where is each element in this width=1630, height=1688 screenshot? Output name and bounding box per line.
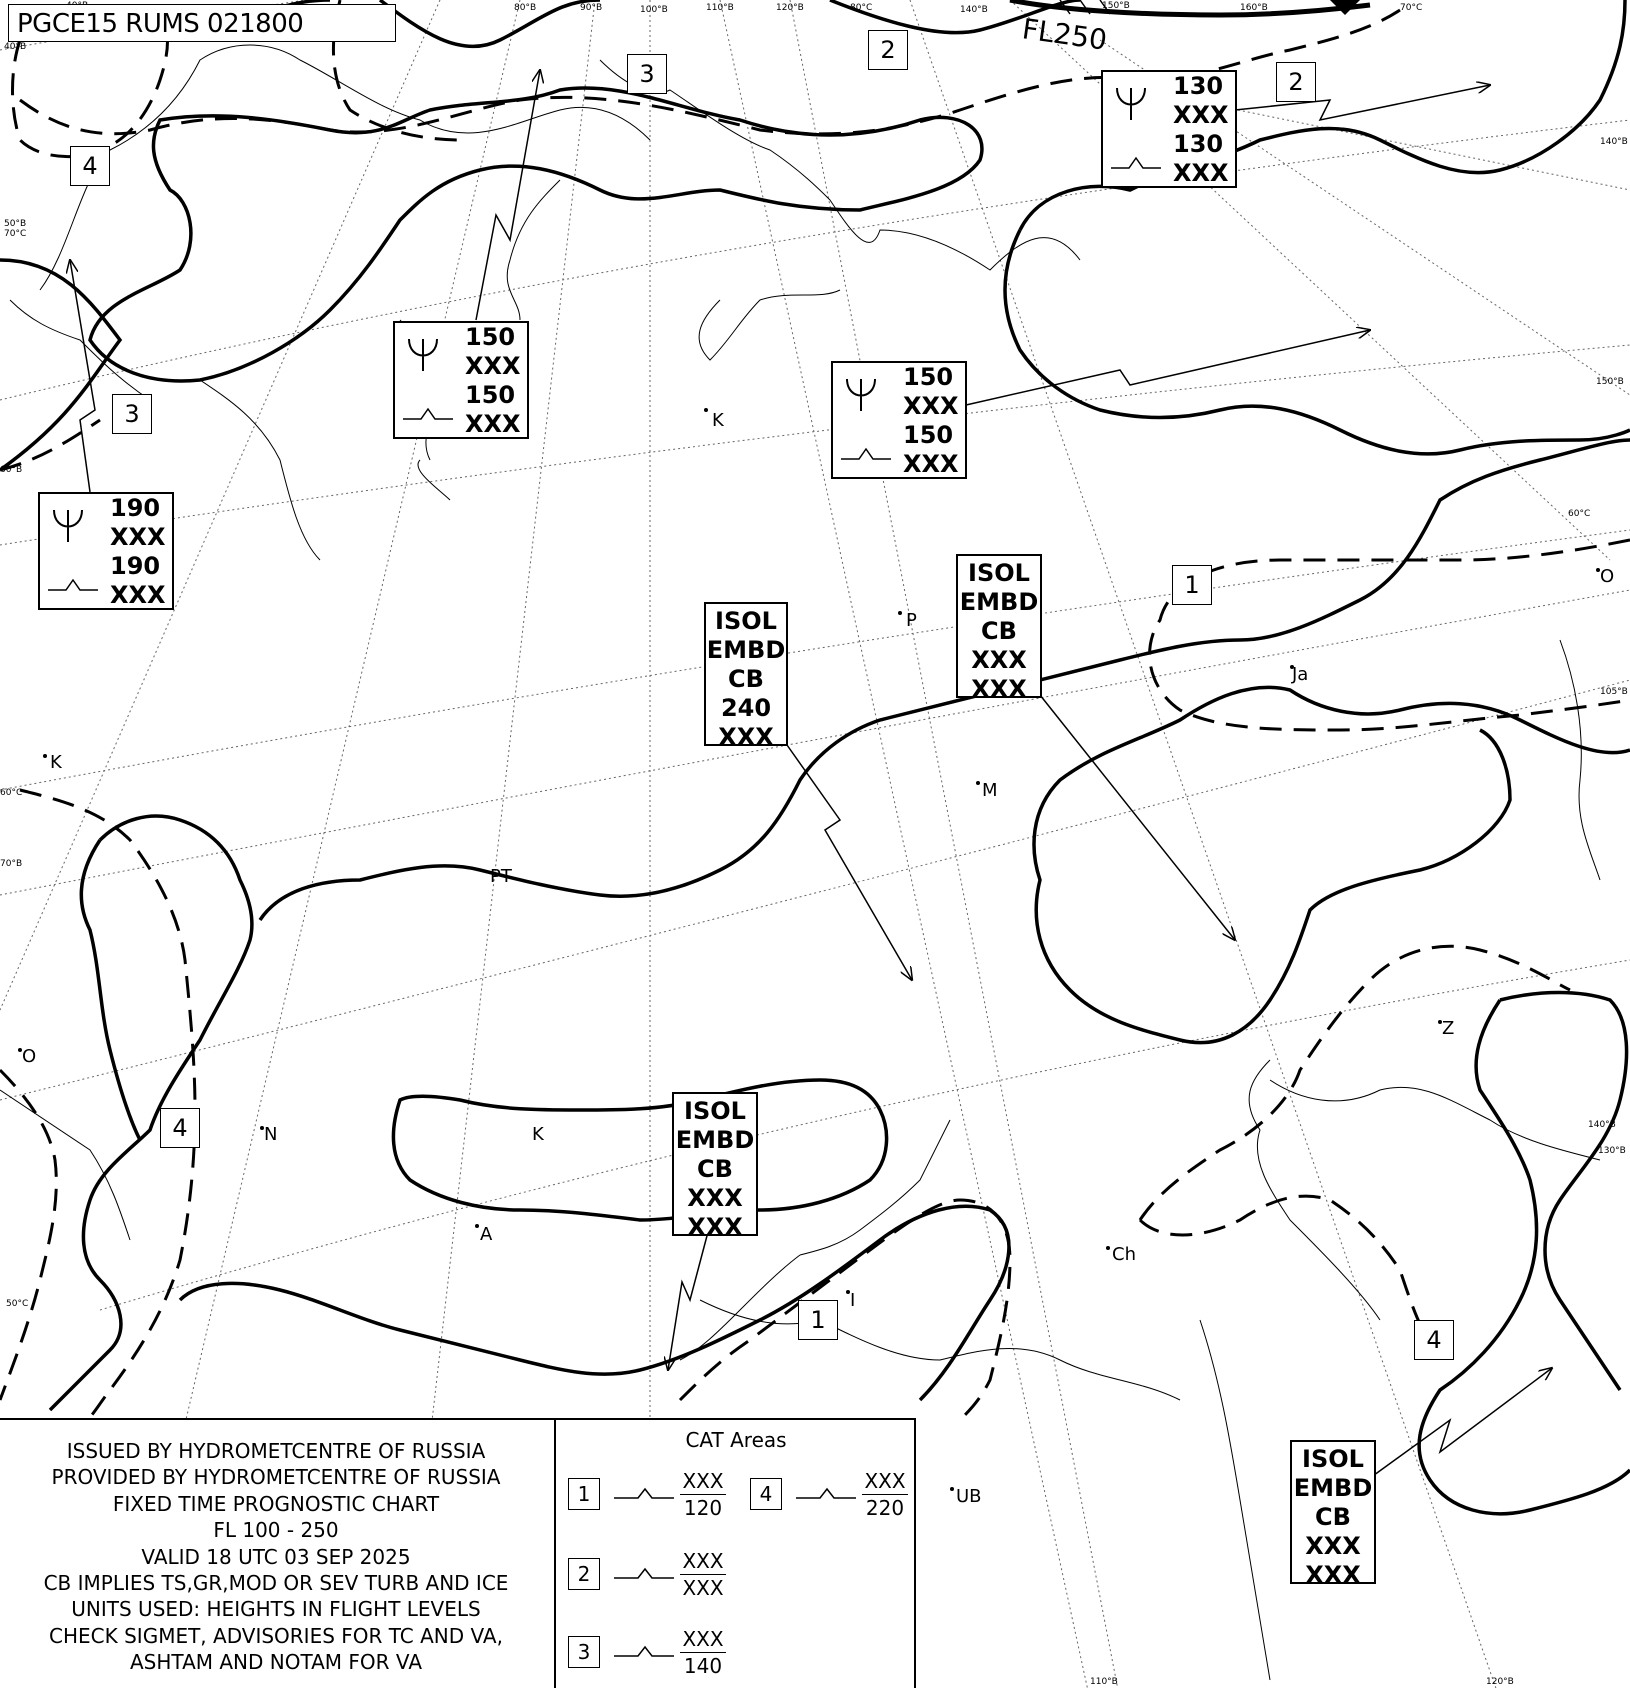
arrow-leader-cb-se — [1370, 1368, 1552, 1478]
cat-legend-id: 4 — [750, 1478, 782, 1510]
lat-lon-label: 140°B — [1600, 137, 1628, 147]
cb-line: XXX — [718, 723, 774, 751]
lat-lon-label: 80°C — [850, 3, 873, 13]
lat-lon-label: 60°C — [1568, 509, 1591, 519]
cat-area-marker: 4 — [1414, 1320, 1454, 1360]
cat-legend-base: XXX — [682, 1576, 724, 1600]
cb-label-box — [1290, 1440, 1376, 1589]
cat-legend-id: 3 — [568, 1636, 600, 1668]
icing-turbulence-box — [38, 492, 174, 610]
lat-lon-label: 80°B — [514, 3, 537, 13]
lat-lon-label: 110°B — [1090, 1677, 1118, 1687]
lat-lon-label: 140°B — [960, 5, 988, 15]
icing-icon — [403, 333, 443, 373]
cb-area-mid — [393, 1080, 886, 1220]
cb-line: CB — [981, 617, 1017, 645]
cb-line: CB — [728, 665, 764, 693]
turbulence-top: 130 — [1173, 130, 1224, 158]
lat-lon-label: 105°B — [1600, 687, 1628, 697]
lat-lon-label: 120°B — [776, 3, 804, 13]
cat-area-4-west-2 — [0, 1070, 56, 1400]
cb-line: XXX — [971, 646, 1027, 674]
cb-line: XXX — [687, 1184, 743, 1212]
cb-line: EMBD — [706, 636, 786, 664]
cat-legend-levels — [680, 1468, 726, 1521]
lat-lon-label: 50°B — [4, 219, 27, 229]
cat-area-marker: 2 — [868, 30, 908, 70]
issue-line: FIXED TIME PROGNOSTIC CHART — [112, 1491, 440, 1516]
icing-top: 190 — [110, 494, 161, 522]
cat-area-marker: 2 — [1276, 62, 1316, 102]
turbulence-icon — [48, 574, 98, 594]
lat-lon-label: 160°B — [1240, 3, 1268, 13]
place-label-n: N — [264, 1124, 278, 1145]
turbulence-icon — [841, 443, 891, 463]
lat-lon-label: 150°B — [1596, 377, 1624, 387]
lat-lon-label: 60°C — [0, 788, 23, 798]
place-label-k2: K — [50, 752, 62, 773]
icing-turbulence-box — [393, 321, 529, 439]
cb-line: ISOL — [968, 559, 1030, 587]
cat-legend-top: XXX — [680, 1468, 726, 1495]
cat-legend-item — [568, 1626, 738, 1680]
lat-lon-label: 40°B — [4, 42, 27, 52]
cb-area-north — [90, 88, 982, 381]
issue-line: FL 100 - 250 — [213, 1518, 339, 1543]
place-label-pt: PT — [490, 866, 512, 887]
issue-info — [0, 1438, 552, 1676]
place-label-ub: UB — [956, 1486, 982, 1507]
cb-area-se — [1419, 993, 1630, 1514]
arrow-leader-150-right — [966, 330, 1370, 405]
cat-area-marker: 4 — [70, 146, 110, 186]
cb-line: ISOL — [715, 607, 777, 635]
cb-label-box — [672, 1092, 758, 1241]
lat-lon-label: 120°B — [1486, 1677, 1514, 1687]
cb-line: XXX — [971, 675, 1027, 703]
cat-area-1-east — [1150, 540, 1630, 730]
place-label-o1: O — [1600, 566, 1615, 587]
icing-turbulence-box — [831, 361, 967, 479]
place-label-m: M — [982, 780, 998, 801]
icing-icon — [841, 373, 881, 413]
icing-top: 150 — [465, 323, 516, 351]
turbulence-base: XXX — [1173, 159, 1229, 187]
cat-areas-legend — [554, 1420, 916, 1688]
place-label-o2: O — [22, 1046, 37, 1067]
cb-line: CB — [1315, 1503, 1351, 1531]
issue-line: VALID 18 UTC 03 SEP 2025 — [141, 1544, 411, 1569]
issue-line: CB IMPLIES TS,GR,MOD OR SEV TURB AND ICE — [43, 1571, 509, 1596]
icing-base: XXX — [1173, 101, 1229, 129]
cat-legend-base: 220 — [865, 1496, 905, 1520]
turbulence-icon — [403, 403, 453, 423]
place-label-z: Z — [1442, 1018, 1455, 1039]
cat-legend-title: CAT Areas — [685, 1428, 787, 1452]
cb-line: XXX — [1305, 1532, 1361, 1560]
cat-legend-item — [568, 1548, 738, 1602]
icing-icon — [1111, 82, 1151, 122]
turbulence-icon — [796, 1484, 856, 1504]
cb-line: ISOL — [1302, 1445, 1364, 1473]
turbulence-icon — [614, 1484, 674, 1504]
turbulence-base: XXX — [110, 581, 166, 609]
cat-area-marker: 1 — [798, 1300, 838, 1340]
turbulence-base: XXX — [465, 410, 521, 438]
cb-line: 240 — [720, 694, 772, 722]
arrow-leader-ne — [1235, 85, 1490, 120]
issue-line: PROVIDED BY HYDROMETCENTRE OF RUSSIA — [51, 1465, 501, 1490]
issue-line: UNITS USED: HEIGHTS IN FLIGHT LEVELS — [71, 1597, 481, 1622]
cat-area-marker: 4 — [160, 1108, 200, 1148]
cb-line: XXX — [1305, 1561, 1361, 1589]
cb-line: CB — [697, 1155, 733, 1183]
lat-lon-label: 50°C — [6, 1299, 29, 1309]
cat-area-marker: 1 — [1172, 565, 1212, 605]
cat-legend-levels — [680, 1626, 726, 1679]
turbulence-icon — [614, 1564, 674, 1584]
lat-lon-label: 100°B — [640, 5, 668, 15]
cb-area-south — [180, 1206, 1009, 1400]
issue-line: CHECK SIGMET, ADVISORIES FOR TC AND VA, — [49, 1623, 503, 1648]
issue-line: ASHTAM AND NOTAM FOR VA — [129, 1650, 423, 1675]
turbulence-top: 150 — [903, 421, 954, 449]
icing-turbulence-box — [1101, 70, 1237, 188]
turbulence-top: 150 — [465, 381, 516, 409]
cb-line: EMBD — [959, 588, 1039, 616]
icing-top: 150 — [903, 363, 954, 391]
place-label-a: A — [480, 1224, 493, 1245]
icing-icon — [48, 504, 88, 544]
lat-lon-label: 70°B — [0, 859, 23, 869]
lat-lon-label: 70°C — [4, 229, 27, 239]
cat-legend-top: XXX — [680, 1548, 726, 1575]
cb-label-box — [704, 602, 788, 751]
cb-area-west-2 — [81, 840, 140, 1140]
icing-base: XXX — [465, 352, 521, 380]
place-label-i: I — [850, 1290, 856, 1311]
cb-label-box — [956, 554, 1042, 703]
flight-level-label: FL250 — [1020, 12, 1110, 57]
cat-legend-base: 120 — [683, 1496, 723, 1520]
arrow-leader-cb-240 — [787, 745, 912, 980]
arrow-leader-cb-ne — [1040, 695, 1235, 940]
cb-line: EMBD — [675, 1126, 755, 1154]
cat-area-marker: 3 — [112, 394, 152, 434]
icing-top: 130 — [1173, 72, 1224, 100]
cat-legend-top: XXX — [680, 1626, 726, 1653]
cb-area-nw — [0, 260, 120, 470]
cb-area-central-lower — [1034, 687, 1630, 1042]
leaders — [70, 70, 1552, 1478]
cat-area-4-west — [20, 790, 195, 1420]
turbulence-icon — [614, 1642, 674, 1662]
cb-area-central — [260, 440, 1630, 920]
legend-panel — [0, 1418, 916, 1688]
lat-lon-label: 140°B — [1588, 1120, 1616, 1130]
cat-legend-id: 1 — [568, 1478, 600, 1510]
cat-legend-top: XXX — [862, 1468, 908, 1495]
cb-line: EMBD — [1293, 1474, 1373, 1502]
cat-area-marker: 3 — [627, 54, 667, 94]
cat-legend-item — [568, 1468, 738, 1522]
place-label-ch: Ch — [1112, 1244, 1136, 1265]
lat-lon-label: 70°C — [1400, 3, 1423, 13]
icing-base: XXX — [903, 392, 959, 420]
place-label-k1: K — [712, 410, 724, 431]
place-label-k3: K — [532, 1124, 544, 1145]
lat-lon-label: 60°B — [0, 465, 23, 475]
lat-lon-label: 150°B — [1102, 1, 1130, 11]
cb-line: ISOL — [684, 1097, 746, 1125]
turbulence-base: XXX — [903, 450, 959, 478]
lat-lon-label: 90°B — [580, 3, 603, 13]
cb-line: XXX — [687, 1213, 743, 1241]
place-label-ja: Ja — [1292, 664, 1309, 685]
chart-id-label: PGCE15 RUMS 021800 — [8, 4, 396, 42]
lat-lon-label: 130°B — [1598, 1146, 1626, 1156]
cat-legend-levels — [862, 1468, 908, 1521]
cat-legend-base: 140 — [683, 1654, 723, 1678]
turbulence-icon — [1111, 152, 1161, 172]
cat-legend-id: 2 — [568, 1558, 600, 1590]
icing-base: XXX — [110, 523, 166, 551]
cat-legend-item — [750, 1468, 920, 1522]
issue-line: ISSUED BY HYDROMETCENTRE OF RUSSIA — [66, 1439, 486, 1463]
cat-legend-levels — [680, 1548, 726, 1601]
lat-lon-label: 110°B — [706, 3, 734, 13]
place-label-p: P — [906, 610, 917, 631]
turbulence-top: 190 — [110, 552, 161, 580]
